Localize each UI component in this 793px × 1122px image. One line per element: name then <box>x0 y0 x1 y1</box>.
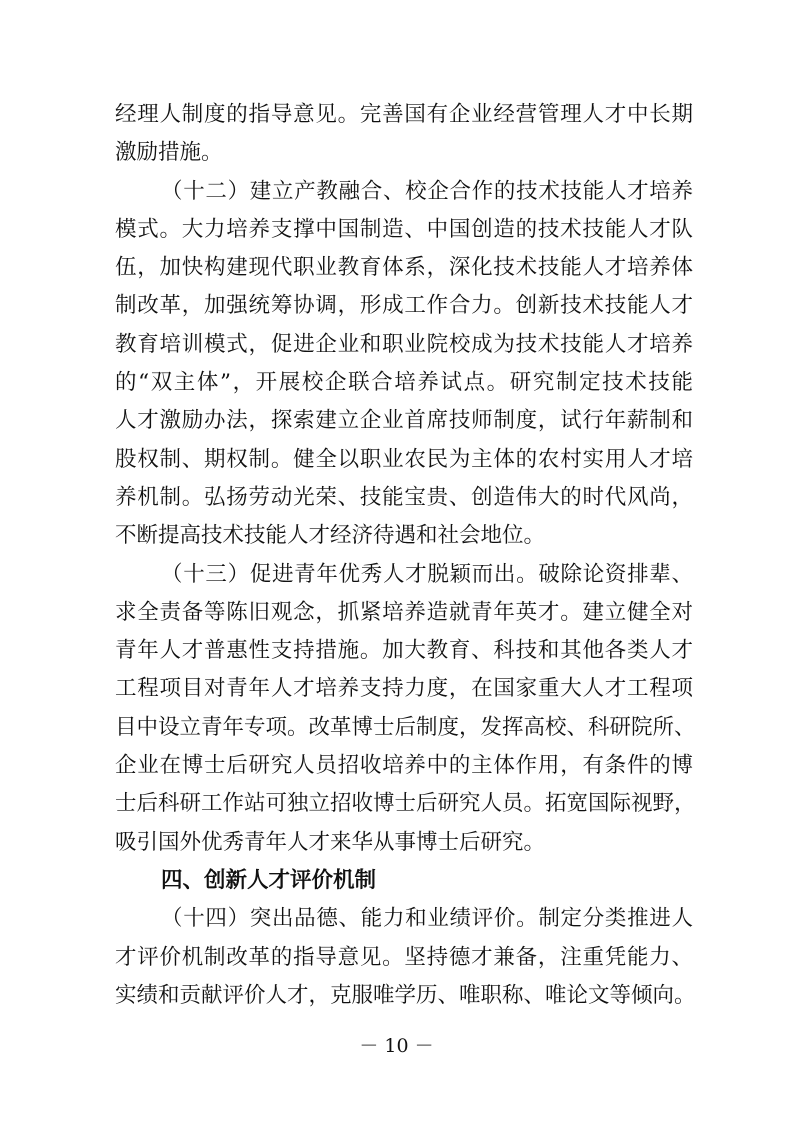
body-text-line: 求全责备等陈旧观念，抓紧培养造就青年英才。建立健全对 <box>115 599 693 625</box>
body-text-line: 目中设立青年专项。改革博士后制度，发挥高校、科研院所、 <box>115 714 696 740</box>
body-text-line: 工程项目对青年人才培养支持力度，在国家重大人才工程项 <box>115 676 693 702</box>
body-text-line: 养机制。弘扬劳动光荣、技能宝贵、创造伟大的时代风尚， <box>115 484 693 510</box>
page-number <box>0 1031 793 1058</box>
body-text-line: 人才激励办法，探索建立企业首席技师制度，试行年薪制和 <box>115 408 693 434</box>
body-text-line: 教育培训模式，促进企业和职业院校成为技术技能人才培养 <box>115 331 693 357</box>
page-number-text: － 10 － <box>359 1035 434 1057</box>
body-text-line: 制改革，加强统筹协调，形成工作合力。创新技术技能人才 <box>115 293 693 319</box>
section-12-title-line: （十二）建立产教融合、校企合作的技术技能人才培养 <box>161 178 693 204</box>
body-text-line: 的“双主体”，开展校企联合培养试点。研究制定技术技能 <box>115 370 693 396</box>
body-text-line: 实绩和贡献评价人才，克服唯学历、唯职称、唯论文等倾向。 <box>115 982 696 1008</box>
body-text-line: 股权制、期权制。健全以职业农民为主体的农村实用人才培 <box>115 446 693 472</box>
body-text-line: 经理人制度的指导意见。完善国有企业经营管理人才中长期 <box>115 102 693 127</box>
body-text-line: 不断提高技术技能人才经济待遇和社会地位。 <box>115 523 546 549</box>
body-text-line: 模式。大力培养支撑中国制造、中国创造的技术技能人才队 <box>115 216 693 242</box>
section-13-title-line: （十三）促进青年优秀人才脱颖而出。破除论资排辈、 <box>161 561 693 587</box>
body-text-line: 才评价机制改革的指导意见。坚持德才兼备，注重凭能力、 <box>115 944 693 970</box>
body-text-line: 激励措施。 <box>115 140 223 166</box>
section-14-title-line: （十四）突出品德、能力和业绩评价。制定分类推进人 <box>161 906 693 932</box>
body-text-line: 企业在博士后研究人员招收培养中的主体作用，有条件的博 <box>115 753 693 779</box>
body-text-line: 吸引国外优秀青年人才来华从事博士后研究。 <box>115 829 546 855</box>
document-body <box>115 96 696 1015</box>
body-text-line: 伍，加快构建现代职业教育体系，深化技术技能人才培养体 <box>115 255 693 281</box>
body-text-line: 士后科研工作站可独立招收博士后研究人员。拓宽国际视野， <box>115 791 696 817</box>
body-text-line: 青年人才普惠性支持措施。加大教育、科技和其他各类人才 <box>115 638 693 664</box>
section-heading: 四、创新人才评价机制 <box>161 867 377 893</box>
